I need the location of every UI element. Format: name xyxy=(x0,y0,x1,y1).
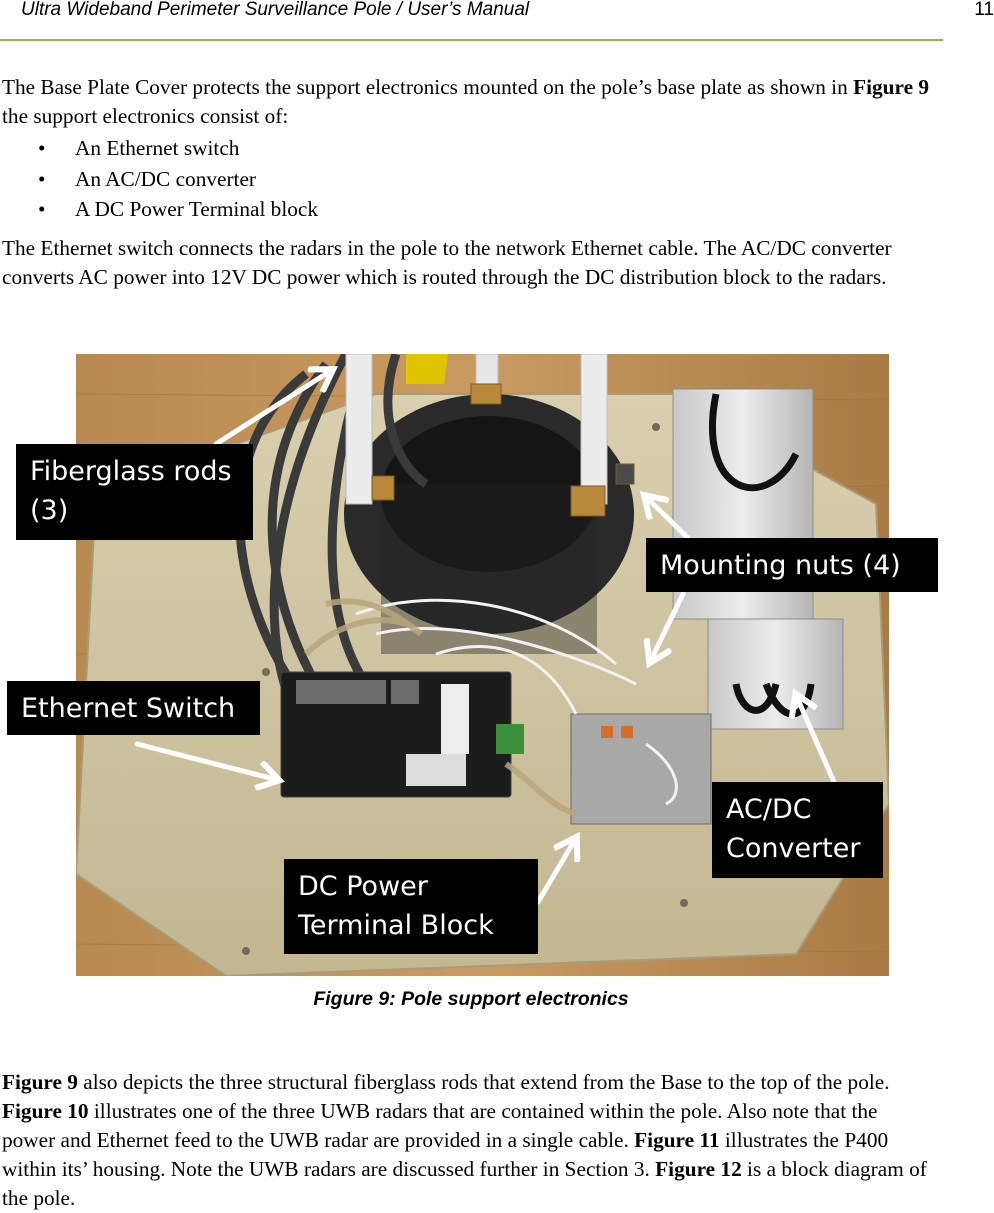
figure-11-reference[interactable]: Figure 11 xyxy=(634,1128,720,1152)
paragraph-text: is a block diagram of the pole. xyxy=(2,1157,927,1210)
ethernet-converter-paragraph: The Ethernet switch connects the radars in the pole to the network Ethernet cable. The AC/DC converter converts AC power into 12V DC power which is routed through the DC distribution block to the radars. xyxy=(2,236,892,289)
header-title: Ultra Wideband Perimeter Surveillance Pole / User’s Manual xyxy=(21,0,530,20)
paragraph-text: illustrates one of the three UWB radars that are contained within the pole. Also note that the power and Ethernet feed to the UWB radar are provided in a single cable. xyxy=(2,1099,878,1152)
support-electronics-list xyxy=(0,133,318,225)
paragraph-text: also depicts the three structural fiberglass rods that extend from the Base to the top of the pole. xyxy=(77,1070,890,1094)
figure-caption: Figure 9: Pole support electronics xyxy=(313,988,629,1010)
list-item: • An Ethernet switch xyxy=(0,133,318,164)
figure-12-reference[interactable]: Figure 12 xyxy=(655,1157,742,1181)
intro-paragraph xyxy=(2,73,932,131)
figure-9-reference[interactable]: Figure 9 xyxy=(2,1070,78,1094)
page-number: 11 xyxy=(974,0,994,20)
acdc-converter-callout: AC/DC Converter xyxy=(712,782,883,878)
intro-text-after: the support electronics consist of: xyxy=(2,104,289,128)
dc-power-terminal-block-callout: DC Power Terminal Block xyxy=(284,859,538,954)
intro-text-before: The Base Plate Cover protects the support electronics mounted on the pole’s base plate as shown in xyxy=(2,75,854,99)
ethernet-switch-callout: Ethernet Switch xyxy=(7,681,260,735)
figure-10-reference[interactable]: Figure 10 xyxy=(2,1099,89,1123)
header-rule xyxy=(0,39,943,41)
list-item: • A DC Power Terminal block xyxy=(0,194,318,225)
paragraph-text: illustrates the P400 within its’ housing. Note the UWB radars are discussed further in Section 3. xyxy=(2,1128,889,1181)
mounting-nuts-callout: Mounting nuts (4) xyxy=(646,538,938,592)
figure-9-reference[interactable]: Figure 9 xyxy=(853,75,929,99)
list-item: • An AC/DC converter xyxy=(0,164,318,195)
fiberglass-rods-callout: Fiberglass rods (3) xyxy=(16,444,253,540)
figure-description-paragraph xyxy=(2,1068,932,1213)
